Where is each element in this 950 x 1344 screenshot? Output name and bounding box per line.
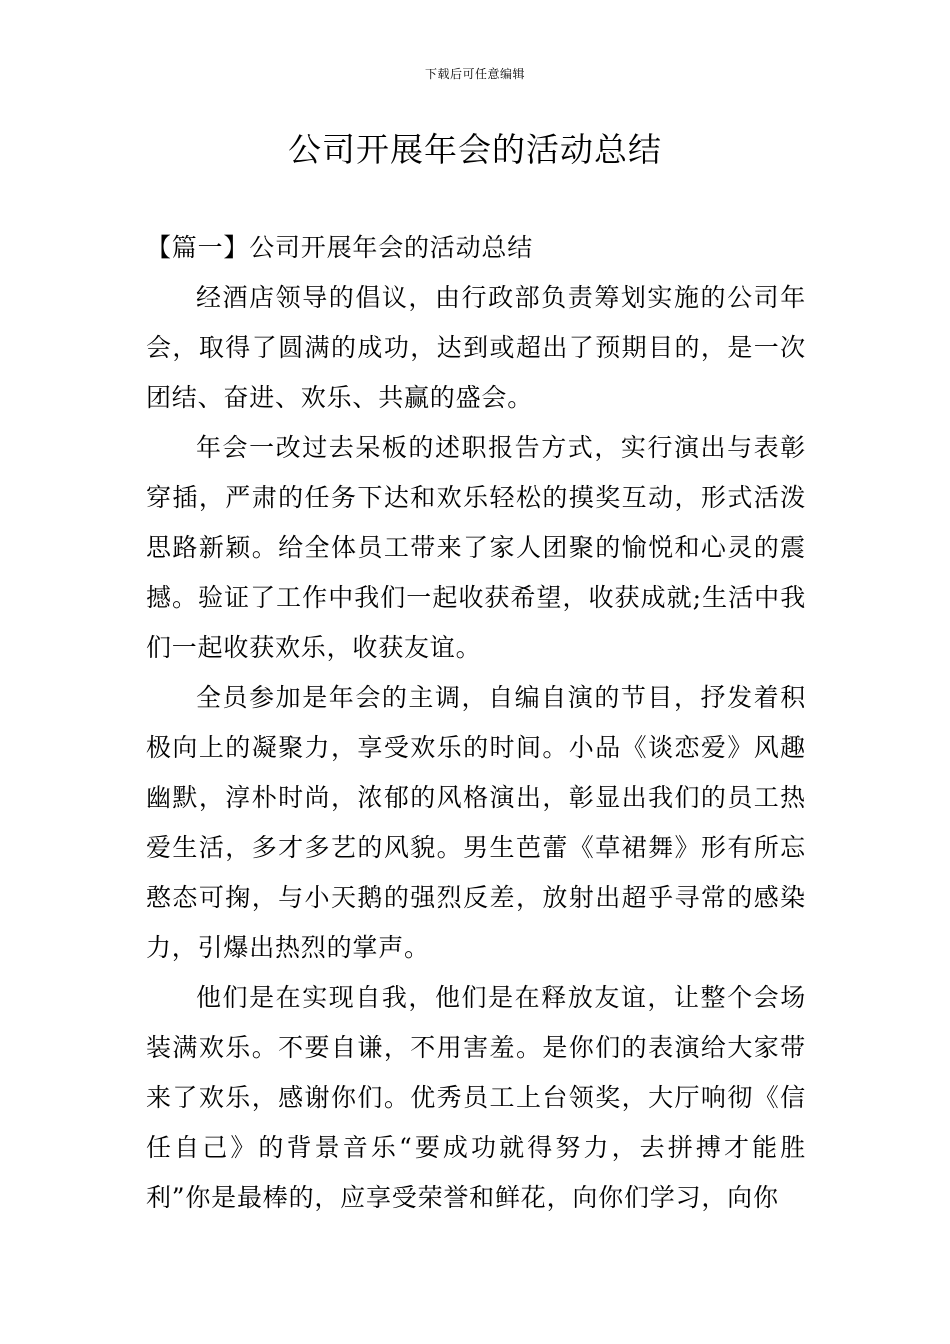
section-heading: 【篇一】公司开展年会的活动总结 xyxy=(146,233,534,262)
paragraph-3: 全员参加是年会的主调，自编自演的节目，抒发着积极向上的凝聚力，享受欢乐的时间。小品《谈恋爱》风趣幽默，淳朴时尚，浓郁的风格演出，彰显出我们的员工热爱生活，多才多艺的风貌。男生芭蕾《草裙舞》形有所忘憨态可掬，与小天鹅的强烈反差，放射出超乎寻常的感染力，引爆出热烈的掌声。 xyxy=(146,683,806,962)
document-title: 公司开展年会的活动总结 xyxy=(288,130,662,169)
paragraph-1: 经酒店领导的倡议，由行政部负责筹划实施的公司年会，取得了圆满的成功，达到或超出了预期目的，是一次团结、奋进、欢乐、共赢的盛会。 xyxy=(146,283,806,412)
paragraph-2: 年会一改过去呆板的述职报告方式，实行演出与表彰穿插，严肃的任务下达和欢乐轻松的摸奖互动，形式活泼思路新颖。给全体员工带来了家人团聚的愉悦和心灵的震撼。验证了工作中我们一起收获希望，收获成就;生活中我们一起收获欢乐，收获友谊。 xyxy=(146,433,806,662)
paragraph-4: 他们是在实现自我，他们是在释放友谊，让整个会场装满欢乐。不要自谦，不用害羞。是你们的表演给大家带来了欢乐，感谢你们。优秀员工上台领奖，大厅响彻《信任自己》的背景音乐“要成功就得努力，去拼搏才能胜利”你是最棒的，应享受荣誉和鲜花，向你们学习，向你 xyxy=(146,983,806,1212)
document-body xyxy=(146,223,806,1223)
header-note: 下载后可任意编辑 xyxy=(424,67,525,81)
